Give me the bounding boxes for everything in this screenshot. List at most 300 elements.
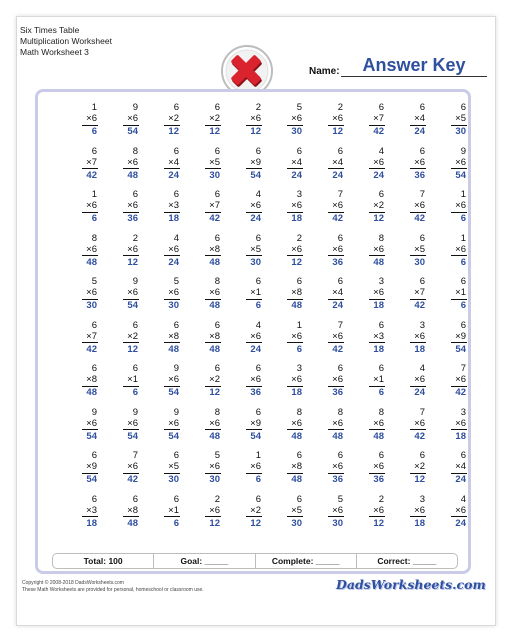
times-sign: × — [414, 287, 420, 298]
multiplier-value: 6 — [460, 504, 466, 516]
multiplier-value: 6 — [460, 156, 466, 168]
answer: 48 — [291, 300, 302, 311]
score-bar — [52, 553, 458, 569]
multiplier-value: 5 — [214, 156, 220, 168]
problem-item — [100, 189, 138, 231]
multiplier — [250, 461, 261, 472]
multiplier-value: 9 — [91, 461, 97, 472]
multiplier — [86, 461, 97, 472]
answer: 24 — [455, 474, 466, 485]
answer-key-title: Answer Key — [362, 55, 466, 75]
times-sign: × — [168, 461, 174, 472]
answer: 6 — [91, 126, 97, 137]
multiplier-value: 9 — [460, 330, 466, 342]
times-sign: × — [209, 417, 215, 429]
multiplier-value: 6 — [419, 200, 425, 211]
problem-item — [428, 363, 466, 405]
times-sign: × — [291, 504, 297, 516]
multiplicand: 7 — [337, 189, 343, 200]
problem-item — [264, 407, 302, 449]
multiplicand: 6 — [132, 493, 138, 505]
multiplier — [332, 505, 343, 516]
problem-item — [141, 102, 179, 144]
times-sign: × — [209, 330, 215, 342]
times-sign: × — [332, 504, 338, 516]
multiplier — [291, 200, 302, 211]
times-sign: × — [414, 156, 420, 168]
multiplier — [86, 244, 97, 255]
multiplier-value: 1 — [132, 374, 138, 385]
answer: 48 — [373, 256, 384, 268]
problem-item — [182, 233, 220, 275]
multiplicand: 6 — [214, 189, 220, 200]
answer: 54 — [168, 387, 179, 398]
multiplier-value: 6 — [255, 330, 261, 342]
multiplicand: 2 — [378, 493, 384, 505]
multiplier-value: 6 — [419, 156, 425, 168]
answer: 48 — [127, 517, 138, 529]
multiplicand: 4 — [255, 189, 261, 200]
times-sign: × — [127, 417, 133, 429]
problem-item — [264, 320, 302, 362]
multiplier — [291, 113, 302, 124]
multiplier — [455, 244, 466, 255]
times-sign: × — [373, 200, 379, 211]
multiplicand: 6 — [378, 102, 384, 113]
multiplier-value: 6 — [173, 417, 179, 429]
multiplicand: 6 — [460, 276, 466, 287]
multiplicand: 6 — [132, 189, 138, 200]
times-sign: × — [86, 461, 92, 472]
times-sign: × — [332, 374, 338, 385]
multiplicand: 6 — [460, 102, 466, 113]
times-sign: × — [455, 504, 461, 516]
answer: 36 — [332, 256, 343, 268]
times-sign: × — [373, 504, 379, 516]
answer: 36 — [332, 387, 343, 398]
times-sign: × — [250, 461, 256, 472]
multiplicand: 6 — [337, 276, 343, 287]
multiplier-value: 9 — [255, 156, 261, 168]
problem-item — [428, 450, 466, 492]
answer: 42 — [455, 387, 466, 398]
multiplier — [332, 461, 343, 472]
times-sign: × — [209, 374, 215, 385]
multiplicand: 7 — [419, 189, 425, 200]
multiplier — [250, 418, 261, 429]
multiplicand: 6 — [91, 145, 97, 157]
multiplicand: 1 — [460, 232, 466, 244]
multiplier-value: 6 — [214, 417, 220, 429]
multiplier — [127, 200, 138, 211]
times-sign: × — [291, 330, 297, 342]
multiplier — [250, 200, 261, 211]
multiplier-value: 2 — [132, 330, 138, 342]
multiplier-value: 7 — [91, 330, 97, 342]
multiplier-value: 6 — [296, 374, 302, 385]
multiplicand: 6 — [214, 232, 220, 244]
multiplicand: 6 — [460, 319, 466, 331]
multiplier-value: 6 — [91, 200, 97, 211]
multiplicand: 8 — [337, 406, 343, 418]
answer: 42 — [86, 343, 97, 355]
multiplier — [250, 374, 261, 385]
answer: 42 — [373, 126, 384, 137]
answer: 30 — [455, 126, 466, 137]
answer: 30 — [291, 517, 302, 529]
problem-item — [100, 276, 138, 318]
problem-item — [141, 233, 179, 275]
multiplier — [332, 374, 343, 385]
multiplier — [291, 287, 302, 298]
problem-item — [59, 233, 97, 275]
times-sign: × — [127, 156, 133, 168]
answer: 36 — [332, 474, 343, 485]
multiplicand: 6 — [214, 145, 220, 157]
problem-item — [100, 102, 138, 144]
problem-item — [305, 189, 343, 231]
worksheet-title: Six Times Table — [20, 25, 80, 35]
multiplier — [332, 113, 343, 124]
problem-item — [141, 450, 179, 492]
multiplicand: 6 — [460, 450, 466, 461]
problem-item — [346, 233, 384, 275]
times-sign: × — [168, 113, 174, 124]
answer: 24 — [455, 517, 466, 529]
problem-item — [59, 407, 97, 449]
problem-item — [141, 146, 179, 188]
answer: 48 — [209, 300, 220, 311]
problem-item — [387, 233, 425, 275]
times-sign: × — [86, 287, 92, 298]
answer: 42 — [414, 300, 425, 311]
answer: 18 — [414, 517, 425, 529]
answer: 54 — [127, 126, 138, 137]
multiplicand: 6 — [378, 450, 384, 461]
multiplier-value: 7 — [419, 287, 425, 298]
times-sign: × — [291, 461, 297, 472]
times-sign: × — [250, 374, 256, 385]
answer: 30 — [168, 300, 179, 311]
problem-item — [428, 189, 466, 231]
answer: 48 — [332, 430, 343, 442]
multiplicand: 3 — [419, 319, 425, 331]
multiplier-value: 2 — [214, 374, 220, 385]
multiplicand: 2 — [214, 493, 220, 505]
multiplier-value: 6 — [255, 200, 261, 211]
problem-item — [264, 363, 302, 405]
multiplier — [373, 200, 384, 211]
times-sign: × — [86, 504, 92, 516]
multiplicand: 6 — [173, 145, 179, 157]
answer: 6 — [132, 387, 138, 398]
times-sign: × — [332, 200, 338, 211]
multiplier — [168, 461, 179, 472]
answer: 12 — [414, 474, 425, 485]
answer: 6 — [255, 300, 261, 311]
multiplier — [209, 200, 220, 211]
times-sign: × — [291, 417, 297, 429]
problem-item — [264, 102, 302, 144]
times-sign: × — [291, 287, 297, 298]
times-sign: × — [250, 156, 256, 168]
answer: 48 — [291, 430, 302, 442]
complete-label: Complete: _____ — [255, 554, 356, 568]
multiplier-value: 3 — [378, 330, 384, 342]
answer: 30 — [250, 256, 261, 268]
multiplicand: 6 — [296, 493, 302, 505]
multiplier — [209, 461, 220, 472]
times-sign: × — [209, 504, 215, 516]
multiplicand: 9 — [173, 363, 179, 374]
times-sign: × — [414, 330, 420, 342]
multiplicand: 6 — [378, 319, 384, 331]
times-sign: × — [86, 243, 92, 255]
multiplicand: 1 — [91, 102, 97, 113]
answer: 48 — [373, 430, 384, 442]
answer: 18 — [291, 213, 302, 224]
multiplicand: 3 — [378, 276, 384, 287]
problem-item — [59, 189, 97, 231]
name-underline — [341, 76, 487, 77]
multiplicand: 7 — [419, 406, 425, 418]
times-sign: × — [414, 504, 420, 516]
multiplier-value: 2 — [214, 113, 220, 124]
problem-item — [141, 276, 179, 318]
multiplier-value: 6 — [378, 504, 384, 516]
answer: 18 — [414, 343, 425, 355]
problem-item — [182, 276, 220, 318]
problem-item — [305, 363, 343, 405]
times-sign: × — [373, 156, 379, 168]
answer: 48 — [86, 256, 97, 268]
times-sign: × — [332, 156, 338, 168]
multiplicand: 6 — [214, 363, 220, 374]
problem-item — [100, 146, 138, 188]
multiplier-value: 8 — [214, 330, 220, 342]
problem-item — [346, 407, 384, 449]
problem-item — [346, 276, 384, 318]
problem-item — [223, 494, 261, 536]
answer: 54 — [127, 430, 138, 442]
multiplier-value: 6 — [460, 417, 466, 429]
problem-item — [182, 494, 220, 536]
multiplier-value: 6 — [296, 330, 302, 342]
multiplier-value: 6 — [214, 504, 220, 516]
problem-item — [182, 102, 220, 144]
answer: 48 — [209, 430, 220, 442]
multiplier-value: 6 — [460, 200, 466, 211]
multiplier — [250, 244, 261, 255]
times-sign: × — [414, 243, 420, 255]
answer: 42 — [127, 474, 138, 485]
multiplier-value: 6 — [91, 417, 97, 429]
multiplier-value: 5 — [419, 243, 425, 255]
problem-item — [305, 146, 343, 188]
times-sign: × — [373, 417, 379, 429]
times-sign: × — [332, 243, 338, 255]
multiplier-value: 6 — [378, 243, 384, 255]
times-sign: × — [291, 113, 297, 124]
multiplier — [209, 287, 220, 298]
answer: 18 — [168, 213, 179, 224]
problem-item — [59, 146, 97, 188]
multiplier — [127, 461, 138, 472]
problem-item — [387, 189, 425, 231]
multiplicand: 4 — [460, 493, 466, 505]
multiplier-value: 2 — [173, 113, 179, 124]
multiplicand: 1 — [91, 189, 97, 200]
multiplier — [250, 157, 261, 168]
times-sign: × — [86, 113, 92, 124]
answer: 24 — [168, 256, 179, 268]
answer: 24 — [250, 213, 261, 224]
multiplier-value: 4 — [296, 156, 302, 168]
multiplier — [209, 113, 220, 124]
problem-item — [428, 494, 466, 536]
multiplicand: 1 — [255, 450, 261, 461]
problem-item — [346, 102, 384, 144]
multiplier-value: 6 — [419, 330, 425, 342]
multiplicand: 6 — [419, 232, 425, 244]
multiplier — [414, 331, 425, 342]
multiplier-value: 6 — [378, 417, 384, 429]
times-sign: × — [291, 374, 297, 385]
multiplicand: 6 — [173, 102, 179, 113]
problem-item — [264, 450, 302, 492]
multiplier-value: 6 — [91, 287, 97, 298]
correct-label: Correct: _____ — [356, 554, 457, 568]
multiplier-value: 6 — [337, 113, 343, 124]
times-sign: × — [414, 200, 420, 211]
multiplier-value: 6 — [132, 417, 138, 429]
problem-item — [305, 407, 343, 449]
multiplier-value: 1 — [460, 287, 466, 298]
multiplier — [209, 244, 220, 255]
multiplicand: 6 — [296, 450, 302, 461]
multiplier — [373, 418, 384, 429]
multiplicand: 6 — [378, 363, 384, 374]
multiplier — [168, 374, 179, 385]
problem-item — [428, 102, 466, 144]
multiplier — [414, 287, 425, 298]
multiplier-value: 6 — [337, 243, 343, 255]
times-sign: × — [127, 504, 133, 516]
times-sign: × — [373, 113, 379, 124]
times-sign: × — [455, 113, 461, 124]
problem-item — [305, 494, 343, 536]
multiplier — [168, 113, 179, 124]
multiplier — [86, 374, 97, 385]
multiplier — [168, 418, 179, 429]
answer: 36 — [373, 474, 384, 485]
multiplier-value: 6 — [296, 243, 302, 255]
answer: 36 — [250, 387, 261, 398]
multiplier-value: 4 — [173, 156, 179, 168]
problem-item — [428, 146, 466, 188]
multiplier — [332, 287, 343, 298]
times-sign: × — [86, 330, 92, 342]
multiplicand: 6 — [255, 363, 261, 374]
multiplier-value: 7 — [214, 200, 220, 211]
answer: 48 — [209, 343, 220, 355]
multiplier-value: 6 — [337, 330, 343, 342]
multiplier — [455, 461, 466, 472]
times-sign: × — [250, 504, 256, 516]
answer: 12 — [373, 213, 384, 224]
multiplicand: 9 — [173, 406, 179, 418]
multiplicand: 5 — [173, 276, 179, 287]
problem-item — [141, 363, 179, 405]
multiplier-value: 8 — [132, 504, 138, 516]
times-sign: × — [455, 156, 461, 168]
total-label: Total: 100 — [83, 556, 123, 566]
multiplier-value: 6 — [337, 461, 343, 472]
multiplier-value: 6 — [173, 374, 179, 385]
problem-item — [428, 233, 466, 275]
answer: 18 — [373, 343, 384, 355]
multiplier-value: 6 — [337, 417, 343, 429]
times-sign: × — [168, 374, 174, 385]
multiplier — [291, 157, 302, 168]
times-sign: × — [455, 243, 461, 255]
answer: 12 — [291, 256, 302, 268]
answer: 6 — [91, 213, 97, 224]
multiplier — [414, 418, 425, 429]
problem-item — [346, 189, 384, 231]
problem-item — [346, 146, 384, 188]
multiplier — [414, 113, 425, 124]
times-sign: × — [168, 504, 174, 516]
multiplier-value: 6 — [91, 243, 97, 255]
problem-item — [387, 363, 425, 405]
brand-logo[interactable]: DadsWorksheets.com — [336, 577, 486, 592]
times-sign: × — [414, 374, 420, 385]
worksheet-number: Math Worksheet 3 — [20, 47, 89, 57]
multiplicand: 9 — [132, 276, 138, 287]
multiplicand: 6 — [419, 450, 425, 461]
multiplier — [127, 505, 138, 516]
multiplier-value: 5 — [255, 243, 261, 255]
multiplicand: 6 — [91, 363, 97, 374]
times-sign: × — [168, 287, 174, 298]
multiplier — [332, 157, 343, 168]
multiplier-value: 8 — [91, 374, 97, 385]
answer: 54 — [455, 343, 466, 355]
answer: 48 — [127, 169, 138, 181]
multiplier-value: 7 — [378, 113, 384, 124]
answer: 18 — [291, 387, 302, 398]
multiplier — [86, 418, 97, 429]
multiplier-value: 8 — [214, 243, 220, 255]
problem-item — [223, 276, 261, 318]
problem-item — [182, 189, 220, 231]
times-sign: × — [127, 374, 133, 385]
answer: 30 — [209, 474, 220, 485]
multiplicand: 6 — [132, 319, 138, 331]
times-sign: × — [455, 200, 461, 211]
times-sign: × — [250, 417, 256, 429]
problem-item — [428, 276, 466, 318]
multiplier-value: 6 — [419, 504, 425, 516]
problem-item — [100, 233, 138, 275]
multiplicand: 6 — [91, 493, 97, 505]
multiplicand: 6 — [91, 450, 97, 461]
multiplicand: 4 — [378, 145, 384, 157]
multiplicand: 3 — [419, 493, 425, 505]
multiplier — [168, 331, 179, 342]
multiplier — [86, 157, 97, 168]
